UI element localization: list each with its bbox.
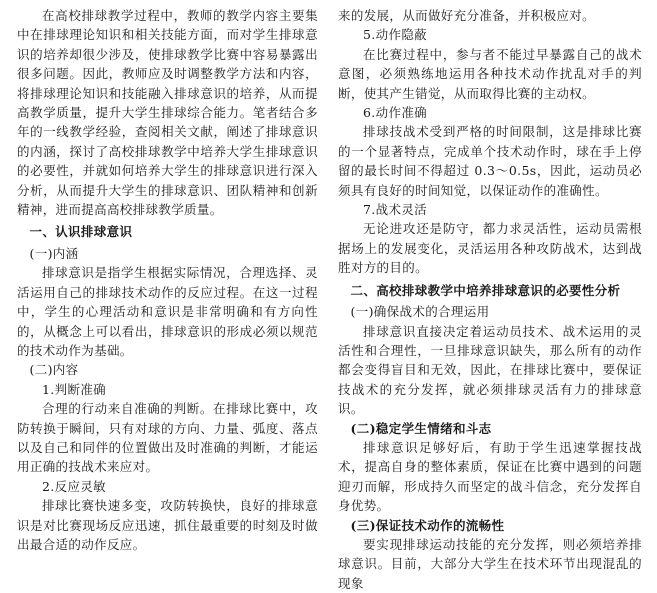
subsection-connotation-heading: (一)内涵 (29, 245, 79, 261)
item-7-paragraph: 无论进攻还是防守，都力求灵活性，运动员需根据场上的发展变化，灵活运用各种攻防战术，达到战胜对方的目的。 (338, 221, 642, 276)
subsection-emotion-heading: (二)稳定学生情绪和斗志 (350, 420, 492, 436)
section-1-heading: 一、认识排球意识 (29, 224, 133, 240)
tactics-paragraph: 排球意识直接决定着运动员技术、战术运用的灵活性和合理性，一旦排球意识缺失，那么所有的动作都会变得盲目和无效，因此，在排球比赛中，要保证技战术的充分发挥，就必须排球灵活有力的排球意识。 (338, 323, 642, 417)
item-5-heading: 5.动作隐蔽 (363, 27, 428, 43)
section-2-heading: 二、高校排球教学中培养排球意识的必要性分析 (350, 282, 621, 298)
item-6-heading: 6.动作准确 (363, 105, 428, 121)
item-2-paragraph: 排球比赛快速多变，攻防转换快，良好的排球意识是对比赛现场反应迅速，抓住最重要的时刻及时做出最合适的动作反应。 (17, 498, 318, 552)
emotion-paragraph: 排球意识足够好后，有助于学生迅速掌握技战术，提高自身的整体素质，保证在比赛中遇到的问题迎刃而解，形成持久而坚定的战斗信念，充分发挥自身优势。 (338, 439, 642, 514)
item-7-heading: 7.战术灵活 (363, 202, 428, 218)
subsection-fluency-heading: (三)保证技术动作的流畅性 (350, 517, 505, 533)
item-1-paragraph: 合理的行动来自准确的判断。在排球比赛中，攻防转换于瞬间，只有对球的方向、力量、弧度、落点以及自己和同伴的位置做出及时准确的判断，才能运用正确的技战术来应对。 (17, 401, 318, 475)
item-5-paragraph: 在比赛过程中，参与者不能过早暴露自己的战术意图，必须熟练地运用各种技术动作扰乱对手的判断，使其产生错觉，从而取得比赛的主动权。 (338, 46, 642, 101)
item-6-paragraph: 排球技战术受到严格的时间限制，这是排球比赛的一个显著特点，完成单个技术动作时，球在手上停留的最长时间不得超过 0.3～0.5s，因此，运动员必须具有良好的时间知觉，以保证动作的准确性。 (338, 124, 642, 198)
subsection-tactics-heading: (一)确保战术的合理运用 (350, 304, 490, 320)
continued-paragraph: 来的发展，从而做好充分准备，并积极应对。 (338, 8, 596, 23)
right-column (338, 6, 642, 593)
left-column (17, 6, 318, 554)
subsection-content-heading: (二)内容 (29, 362, 79, 378)
connotation-paragraph: 排球意识是指学生根据实际情况，合理选择、灵活运用自己的排球技术动作的反应过程。在这一过程中，学生的心理活动和意识是非常明确和有方向性的，从概念上可以看出，排球意识的形成必须以规范的技术动作为基础。 (17, 265, 318, 358)
fluency-paragraph: 要实现排球运动技能的充分发挥，则必须培养排球意识。目前，大部分大学生在技术环节出现混乱的现象 (338, 536, 642, 591)
intro-paragraph: 在高校排球教学过程中，教师的教学内容主要集中在排球理论知识和相关技能方面，而对学生排球意识的培养却很少涉及，使排球教学比赛中容易暴露出很多问题。因此，教师应及时调整教学方法和内容，将排球理论知识和技能融入排球意识的培养，从而提高教学质量，提升大学生排球综合能力。笔者结合多年的一线教学经验，查阅相关文献，阐述了排球意识的内涵，探讨了高校排球教学中培养大学生排球意识的必要性，并就如何培养大学生的排球意识进行深入分析，从而提升大学生的排球意识、团队精神和创新精神，进而提高高校排球教学质量。 (17, 8, 318, 218)
item-1-heading: 1.判断准确 (42, 381, 107, 397)
item-2-heading: 2.反应灵敏 (42, 478, 107, 494)
